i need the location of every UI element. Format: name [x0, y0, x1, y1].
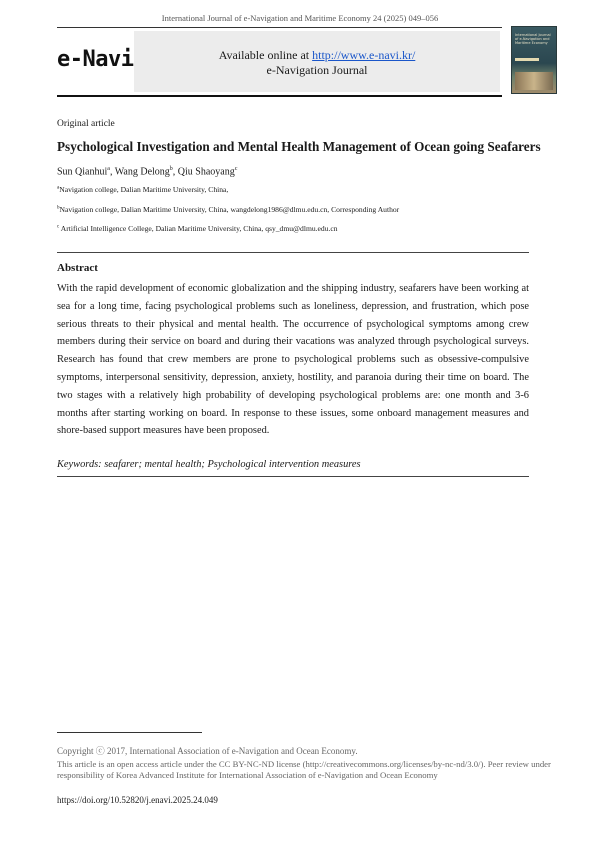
affiliation-a: $^a$Navigation college, Dalian Maritime University, China,: [57, 185, 229, 194]
cover-title: International Journal of e-Navigation and Maritime Economy: [515, 33, 551, 45]
keywords: Keywords: seafarer; mental health; Psychological intervention measures: [57, 459, 361, 470]
author-affil-mark: a: [107, 166, 110, 172]
abstract-heading: Abstract: [57, 262, 98, 274]
author-name: Qiu Shaoyang: [177, 166, 235, 178]
license-notice: This article is an open access article under the CC BY-NC-ND license (http://creativecommons.org/licenses/by-nc-nd/3.0/). Peer review under responsibility of Korea Advanced Institute for International Association of e-Navigation and Ocean Economy: [57, 759, 551, 780]
article-title: Psychological Investigation and Mental Health Management of Ocean going Seafarers: [57, 139, 541, 154]
article-type: Original article: [57, 119, 115, 129]
cover-badge: [515, 58, 539, 61]
cover-picture: [515, 72, 553, 90]
author-list: Sun Qianhui$^a$, Wang Delong$^b$, Qiu Shaoyang$^c$: [57, 166, 238, 178]
top-divider: [57, 27, 502, 28]
journal-header: [57, 31, 502, 92]
author-name: Sun Qianhui: [57, 166, 108, 178]
author-name: Wang Delong: [114, 166, 170, 178]
header-divider: [57, 95, 502, 97]
available-label: Available online at: [218, 48, 313, 62]
enavi-logo: e-Navi: [57, 47, 137, 72]
affiliation-b: $^b$Navigation college, Dalian Maritime University, China, wangdelong1986@dlmu.edu.cn, Corresponding Author: [57, 205, 400, 214]
author-affil-mark: b: [169, 166, 173, 172]
journal-citation: International Journal of e-Navigation and Maritime Economy 24 (2025) 049–056: [161, 13, 439, 23]
journal-name: e-Navigation Journal: [266, 63, 368, 77]
doi-link[interactable]: https://doi.org/10.52820/j.enavi.2025.24.049: [57, 795, 218, 805]
keywords-divider: [57, 476, 529, 477]
abstract-top-divider: [57, 252, 529, 253]
author-affil-mark: c: [234, 166, 238, 172]
abstract-text: With the rapid development of economic globalization and the shipping industry, seafarers have been working at sea for a long time, facing psychological problems such as loneliness, depression, and frustration, which pose serious threats to their physical and mental health. The occurrence of psychological symptoms among crew members during their service on board and during their vacations was analyzed through psychological surveys. Research has found that crew members are prone to psychological problems such as obsessive-compulsive symptoms, interpersonal sensitivity, depression, anxiety, hostility, and paranoia during their time on board. The two stages with a relatively high probability of developing psychological problems are: one month and 3-6 months after starting working on board. In response to these issues, some onboard management measures and shore-based support measures have been proposed.: [57, 283, 529, 437]
footnote-divider: [57, 732, 202, 733]
copyright-notice: Copyright ⓒ 2017, International Association of e-Navigation and Ocean Economy.: [57, 746, 358, 756]
availability-box: [134, 31, 500, 92]
affiliation-c: $^c$ Artificial Intelligence College, Dalian Maritime University, China, qsy_dmu@dlmu.edu.cn: [57, 224, 338, 233]
journal-website-link[interactable]: http://www.e-navi.kr/: [312, 48, 416, 62]
journal-cover-thumbnail: [511, 26, 557, 94]
